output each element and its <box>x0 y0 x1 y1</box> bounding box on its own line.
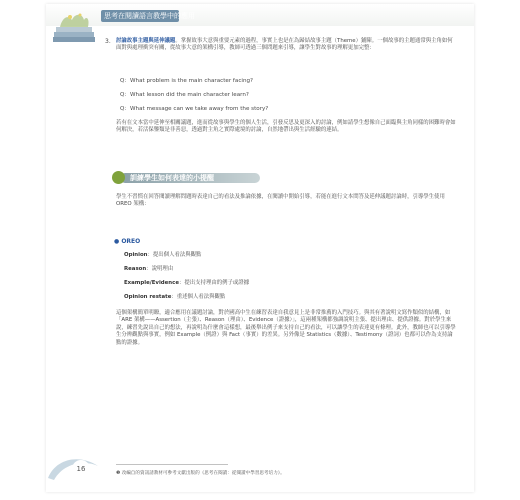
oreo-value: ：提出支持理由的例子或證據 <box>179 280 250 286</box>
question-3: Q：What message can we take away from the story? <box>120 106 269 112</box>
oreo-key: Example/Evidence <box>124 280 179 286</box>
tip-banner <box>112 171 262 184</box>
section3-followup: 若有在文本當中延伸至相關議題，進而從故事與學生的個人生活，引發反思及更深入的討論，例如請學生想像自己面臨與主角同樣的困難時會如何解決，若活保鑒類是非善惡，透過對主角之實際處境的討論，自然地帶出與生活經驗的連結。 <box>116 120 456 134</box>
oreo-intro: 學生不習慣在回答閱讀理解問題時表達自己的看法及推論依據，在閱讀中開始引導，若能在進行文本問答及延伸議題討論時，引導學生使用 OREO 架構： <box>116 194 445 208</box>
oreo-key: Opinion restate <box>124 294 172 300</box>
header-title: 思考在閱讀語言教學中的應用 <box>104 12 195 20</box>
oreo-title-text: OREO <box>121 238 141 245</box>
oreo-value: ：提出個人看法與觀點 <box>147 252 202 258</box>
footnote-divider <box>116 464 228 465</box>
oreo-value: ：重述個人看法與觀點 <box>171 294 226 300</box>
oreo-key: Reason <box>124 266 147 272</box>
question-2: Q：What lesson did the main character learn? <box>120 92 249 98</box>
tip-title: 訓練學生如何表達的小提醒 <box>130 174 214 182</box>
oreo-item-example <box>124 280 249 287</box>
tip-leaf-icon <box>112 171 125 184</box>
section3-paragraph <box>116 38 456 53</box>
footnote-text: 改編自的資訊請教材可參考文獻出版的《思考在閱讀：從閱讀中學習思考培力》。 <box>121 471 285 476</box>
section-number: 3. <box>105 38 111 45</box>
oreo-item-reason <box>124 266 173 273</box>
document-page <box>46 4 474 492</box>
oreo-item-opinion <box>124 252 201 259</box>
oreo-item-opinion-restate <box>124 294 225 301</box>
book-stack-illustration <box>50 10 98 46</box>
oreo-explanation: 這個架構簡單明瞭，適合應用在議題討論，對於國高中生在練習表達自我意見上是非常推薦的入門技巧。與其有著說明文寫作類似的結構，如「ARE 架構——Assertion（主張）、Reason（理由）、Evidence（證據）」，這兩種架構都強調說明主張、提出理由、提供證據。對於學生來說，練習先說出自己的想法，再說明為什麼會這樣想，最後舉出例子來支持自己的看法，可以讓學生的表達更有條理。此外，教師也可以引導學生分辨觀點與事實，例如 Example（例證）與 Fact（事實）的差異。另外像是 Statistics（數據）、Testimony（證詞）也都可以作為支持論點的證據。 <box>116 310 456 346</box>
page-number-tab <box>46 452 102 482</box>
page-number: 16 <box>76 465 86 473</box>
question-1: Q：What problem is the main character facing? <box>120 78 254 84</box>
footnote: ❶ 改編自的資訊請教材可參考文獻出版的《思考在閱讀：從閱讀中學習思考培力》。 <box>116 471 285 476</box>
section3-text: 。掌握故事大意與重要元素的過程，事實上也是在為歸結故事主題（Theme）鋪陳。一個故事的主題通常與主角如何面對與處理衝突有關，從故事大意的架構引導，教師可透過三個問題來引導，讓學生對故事的理解更加完整： <box>116 38 453 52</box>
oreo-key: Opinion <box>124 252 148 258</box>
oreo-title: ● OREO <box>114 238 141 245</box>
section3-lead: 討論故事主題與延伸議題 <box>116 38 176 44</box>
oreo-value: ：說明理由 <box>146 266 174 272</box>
